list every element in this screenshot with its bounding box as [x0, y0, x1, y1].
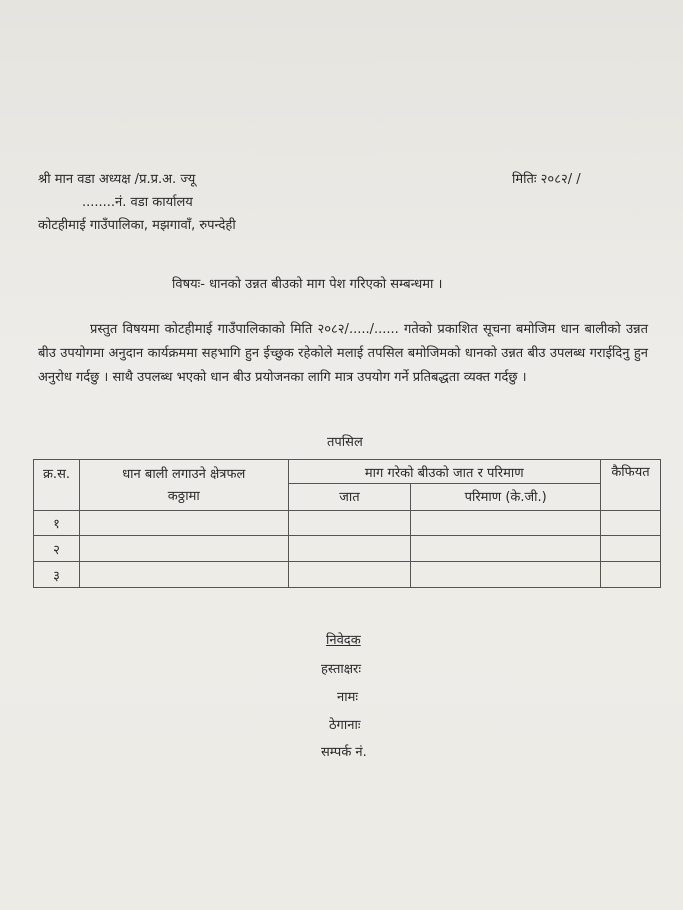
- recipient-line-2: ........नं. वडा कार्यालय: [82, 195, 193, 210]
- table-cell: [288, 511, 411, 536]
- table-row-serial: ३: [34, 562, 80, 588]
- seed-request-table: [33, 459, 661, 588]
- name-label: नामः: [337, 690, 358, 705]
- table-cell: [601, 562, 661, 588]
- table-cell: [79, 562, 288, 588]
- table-row-serial: २: [34, 536, 80, 562]
- area-header-line1: धान बाली लगाउने क्षेत्रफल: [122, 467, 246, 482]
- date-field: मितिः २०८२/ /: [512, 172, 581, 187]
- table-cell: [288, 562, 411, 588]
- quantity-header: परिमाण (के.जी.): [411, 484, 601, 511]
- body-paragraph: प्रस्तुत विषयमा कोटहीमाई गाउँपालिकाको मिति २०८२/...../...... गतेको प्रकाशित सूचना बमोजिम धान बालीको उन्नत बीउ उपयोगमा अनुदान कार्यक्रममा सहभागि हुन ईच्छुक रहेकोले मलाई तपसिल बमोजिमको धानको उन्नत बीउ उपलब्ध गराईदिनु हुन अनुरोध गर्दछु । साथै उपलब्ध भएको धान बीउ प्रयोजनका लागि मात्र उपयोग गर्ने प्रतिबद्धता व्यक्त गर्दछु ।: [38, 322, 648, 385]
- table-cell: [411, 562, 601, 588]
- area-header-line2: कठ्ठामा: [167, 489, 200, 504]
- address-label: ठेगानाः: [329, 718, 361, 733]
- table-cell: [411, 511, 601, 536]
- recipient-line-1: श्री मान वडा अध्यक्ष /प्र.प्र.अ. ज्यू: [38, 172, 196, 187]
- area-header: [79, 460, 288, 511]
- recipient-line-3: कोटहीमाई गाउँपालिका, मझगावाँ, रुपन्देही: [38, 218, 236, 233]
- table-cell: [79, 536, 288, 562]
- table-cell: [79, 511, 288, 536]
- table-cell: [601, 536, 661, 562]
- table-cell: [601, 511, 661, 536]
- signature-label: हस्ताक्षरः: [321, 662, 362, 677]
- table-cell: [411, 536, 601, 562]
- table-caption: तपसिल: [327, 435, 363, 450]
- subject-line: विषयः- धानको उन्नत बीउको माग पेश गरिएको सम्बन्धमा ।: [172, 277, 443, 292]
- serial-header: क्र.स.: [34, 460, 80, 511]
- variety-header: जात: [288, 484, 411, 511]
- table-row-serial: १: [34, 511, 80, 536]
- remarks-header: कैफियत: [601, 460, 661, 511]
- seed-group-header: माग गरेको बीउको जात र परिमाण: [288, 460, 600, 484]
- applicant-heading: निवेदक: [326, 633, 361, 648]
- contact-label: सम्पर्क नं.: [321, 745, 367, 760]
- table-cell: [288, 536, 411, 562]
